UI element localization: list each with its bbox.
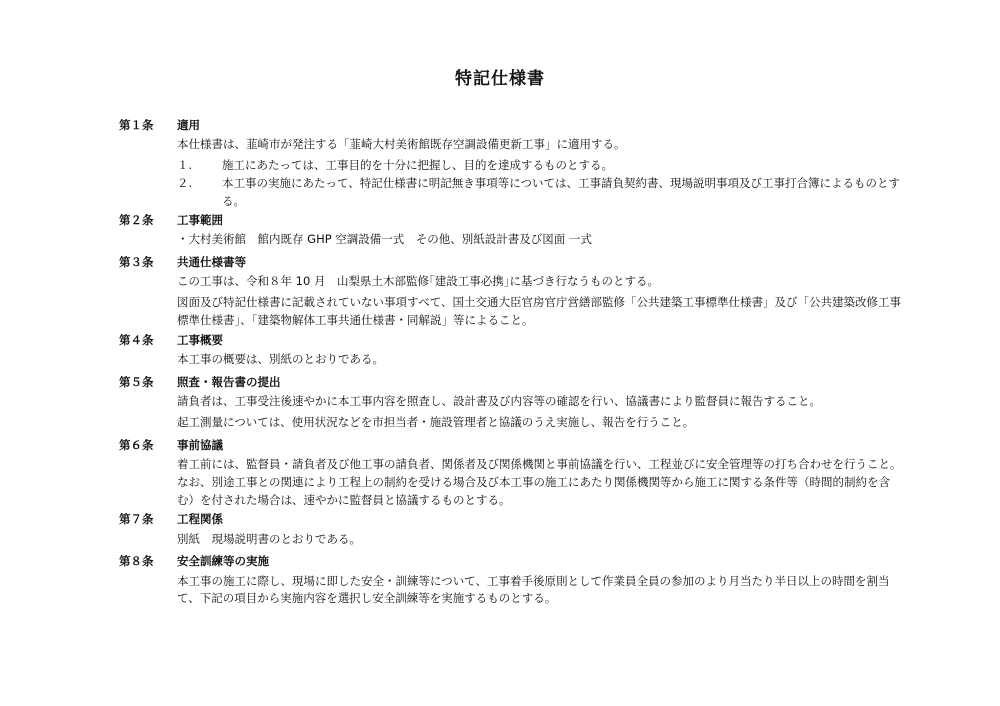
document-body (119, 115, 904, 608)
article-title: 安全訓練等の実施 (177, 554, 269, 569)
article-heading (119, 552, 904, 573)
article-paragraph: 着工前には、監督員・請負者及び他工事の請負者、関係者及び関係機関と事前協議を行い、工程並びに安全管理等の打ち合わせを行うこと。なお、別途工事との関連により工程上の制約を受ける場合及び本工事の施工にあたり関係機関等から施工に関する条件等（時間的制約を含む）を付された場合は、速やかに監督員と協議するものとする。 (177, 457, 902, 507)
article-number: 第７条 (119, 512, 154, 527)
article-number: 第６条 (119, 437, 154, 452)
article-heading (119, 330, 904, 351)
article-4 (119, 330, 904, 372)
article-paragraph: 本工事の施工に際し、現場に即した安全・訓練等について、工事着手後原則として作業員全員の参加のより月当たり半日以上の時間を割当て、下記の項目から実施内容を選択し安全訓練等を実施するものとする。 (177, 573, 890, 606)
article-number: 第４条 (119, 332, 154, 347)
article-title: 工事概要 (177, 332, 223, 347)
article-body (119, 273, 904, 330)
article-heading (119, 115, 904, 136)
article-title: 事前協議 (177, 437, 223, 452)
article-number: 第２条 (119, 213, 154, 228)
article-8 (119, 552, 904, 609)
article-body (119, 231, 904, 252)
article-5 (119, 372, 904, 435)
article-number: 第８条 (119, 554, 154, 569)
document-title: 特記仕様書 (455, 69, 545, 89)
article-title: 適用 (177, 117, 200, 132)
article-6 (119, 435, 904, 509)
article-paragraph: 本工事の概要は、別紙のとおりである。 (177, 352, 384, 367)
article-paragraph: 別紙 現場説明書のとおりである。 (177, 531, 361, 546)
article-title: 照査・報告書の提出 (177, 374, 281, 389)
article-body (119, 573, 904, 609)
article-heading (119, 510, 904, 531)
article-number: 第１条 (119, 117, 154, 132)
article-title: 工程関係 (177, 512, 223, 527)
article-heading (119, 252, 904, 273)
article-paragraph: 本仕様書は、韮崎市が発注する「韮崎大村美術館既存空調設備更新工事」に適用する。 (177, 137, 626, 151)
article-1 (119, 115, 904, 210)
article-heading (119, 435, 904, 456)
article-body (119, 531, 904, 552)
article-paragraph: 起工測量については、使用状況などを市担当者・施設管理者と協議のうえ実施し、報告を行うこと。 (177, 415, 695, 430)
article-3 (119, 252, 904, 330)
article-body (119, 351, 904, 372)
article-paragraph: 図面及び特記仕様書に記載されていない事項すべて、国土交通大臣官房官庁営繕部監修「公共建築工事標準仕様書」及び「公共建築改修工事標準仕様書」、「建築物解体工事共通仕様書・同解説」等によること。 (177, 295, 902, 328)
numbered-item (177, 157, 904, 175)
item-number: １. (177, 158, 193, 172)
article-body (119, 456, 904, 509)
article-heading (119, 210, 904, 231)
article-paragraph: ・大村美術館 館内既存 GHP 空調設備一式 その他、別紙設計書及び図面 一式 (177, 232, 592, 247)
article-body (119, 136, 904, 210)
article-heading (119, 372, 904, 393)
item-number: ２. (177, 175, 193, 190)
article-paragraph: この工事は、令和８年 10 月 山梨県土木部監修｢建設工事必携｣に基づき行なうものとする。 (177, 274, 659, 289)
article-2 (119, 210, 904, 252)
article-body (119, 393, 904, 435)
article-paragraph: 請負者は、工事受注後速やかに本工事内容を照査し、設計書及び内容等の確認を行い、協議書により監督員に報告すること。 (177, 394, 821, 409)
article-title: 共通仕様書等 (177, 255, 246, 270)
item-text: 施工にあたっては、工事目的を十分に把握し、目的を達成するものとする。 (222, 158, 613, 172)
article-title: 工事範囲 (177, 213, 223, 228)
article-7 (119, 510, 904, 552)
article-number: 第５条 (119, 374, 154, 389)
article-number: 第３条 (119, 255, 154, 270)
item-text: 本工事の実施にあたって、特記仕様書に明記無き事項等については、工事請負契約書、現場説明事項及び工事打合簿によるものとする。 (222, 175, 901, 208)
numbered-item (177, 175, 904, 211)
